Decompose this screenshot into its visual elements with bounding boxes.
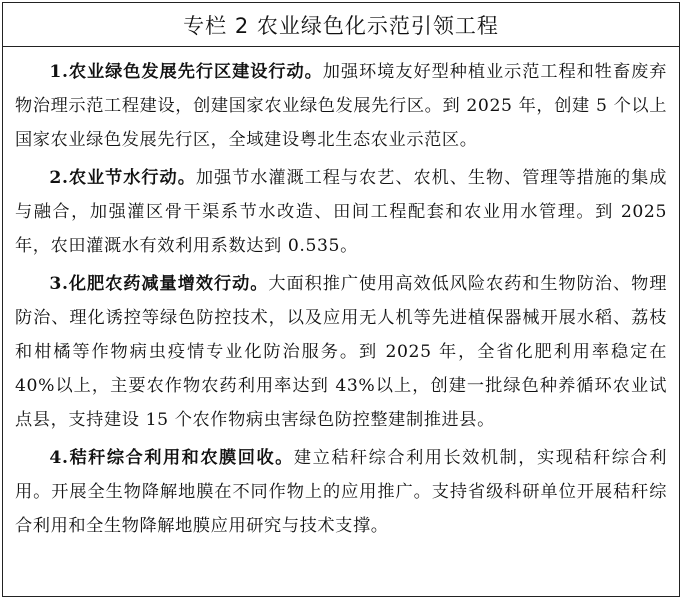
title-bar	[3, 3, 679, 47]
section-3-body: 大面积推广使用高效低风险农药和生物防治、物理防治、理化诱控等绿色防控技术，以及应用无人机等先进植保器械开展水稻、荔枝和柑橘等作物病虫疫情专业化防治服务。到 2025 年，全省化肥利用率稳定在 40%以上，主要农作物农药利用率达到 43%以上，创建一批绿色种养循环农业试点县，支持建设 15 个农作物病虫害绿色防控整建制推进县。	[15, 274, 668, 430]
section-4-heading: 4.秸秆综合利用和农膜回收。	[49, 448, 294, 468]
section-2-heading: 2.农业节水行动。	[49, 168, 196, 188]
section-3-heading: 3.化肥农药减量增效行动。	[49, 274, 269, 294]
content-area	[3, 47, 679, 543]
box-title: 专栏 2 农业绿色化示范引领工程	[183, 13, 499, 38]
section-1	[15, 55, 667, 157]
section-4	[15, 441, 667, 543]
section-1-heading: 1.农业绿色发展先行区建设行动。	[49, 62, 323, 82]
section-1-body: 加强环境友好型种植业示范工程和牲畜废弃物治理示范工程建设，创建国家农业绿色发展先行区。到 2025 年，创建 5 个以上国家农业绿色发展先行区，全域建设粤北生态农业示范区。	[15, 62, 668, 150]
section-2	[15, 161, 667, 263]
section-4-body: 建立秸秆综合利用长效机制，实现秸秆综合利用。开展全生物降解地膜在不同作物上的应用推广。支持省级科研单位开展秸秆综合利用和全生物降解地膜应用研究与技术支撑。	[15, 448, 667, 536]
column-box	[2, 2, 680, 597]
section-2-body: 加强节水灌溉工程与农艺、农机、生物、管理等措施的集成与融合，加强灌区骨干渠系节水改造、田间工程配套和农业用水管理。到 2025 年，农田灌溉水有效利用系数达到 0.535。	[15, 168, 667, 256]
section-3	[15, 267, 667, 437]
